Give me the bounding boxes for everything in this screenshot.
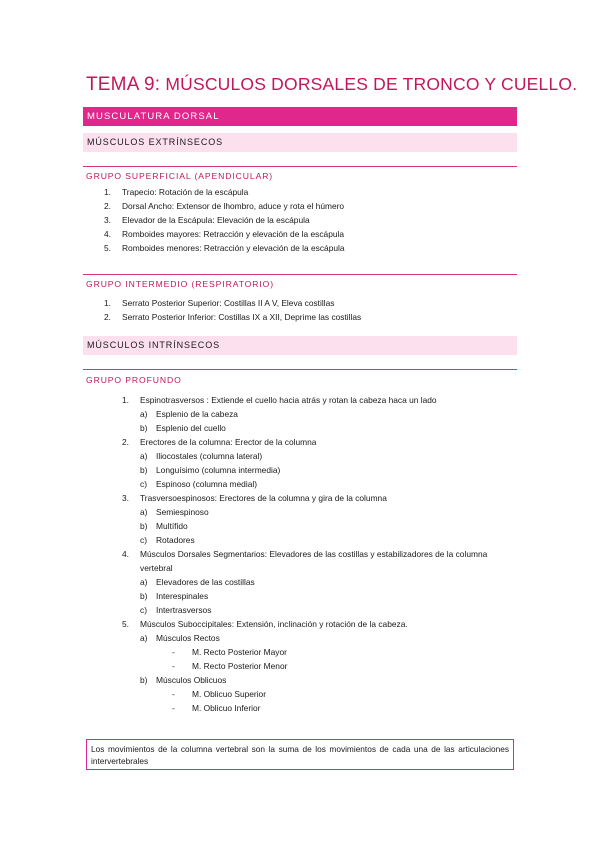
title-text: MÚSCULOS DORSALES DE TRONCO Y CUELLO. <box>160 74 578 94</box>
list-item: a) Semiespinoso <box>140 507 209 517</box>
list-item: 2. Serrato Posterior Inferior: Costillas IX a XII, Deprime las costillas <box>104 312 362 322</box>
section-band-musculatura-dorsal: MUSCULATURA DORSAL <box>83 107 517 126</box>
list-item: a) Esplenio de la cabeza <box>140 409 238 419</box>
group-title-intermedio: GRUPO INTERMEDIO (RESPIRATORIO) <box>86 279 275 289</box>
group-title-profundo: GRUPO PROFUNDO <box>86 375 182 385</box>
list-item: b) Interespinales <box>140 591 209 601</box>
list-item: b) Músculos Oblicuos - M. Oblicuo Superior - M. Oblicuo Inferior <box>140 673 500 715</box>
section-band-intrinsecos: MÚSCULOS INTRÍNSECOS <box>83 336 517 355</box>
list-item: c) Espinoso (columna medial) <box>140 479 258 489</box>
list-item: - M. Recto Posterior Menor <box>172 661 288 671</box>
page-title <box>86 74 578 96</box>
list-item: 4. Músculos Dorsales Segmentarios: Elevadores de las costillas y estabilizadores de la columna vertebral a) Elevadores de las costillas b) Interespinales c) Intertrasversos <box>140 547 500 617</box>
list-item: - M. Oblicuo Superior <box>172 689 267 699</box>
list-item: 3. Trasversoespinosos: Erectores de la columna y gira de la columna a) Semiespinoso b) Multífido c) Rotadores <box>140 491 500 547</box>
superficial-list <box>104 185 345 255</box>
list-item: b) Esplenio del cuello <box>140 423 226 433</box>
list-item: c) Intertrasversos <box>140 605 212 615</box>
list-item: 2. Erectores de la columna: Erector de la columna a) Iliocostales (columna lateral) b) Longuísimo (columna intermedia) c) Espinoso (columna medial) <box>140 435 500 491</box>
list-item: 2. Dorsal Ancho: Extensor de lhombro, aduce y rota el húmero <box>104 201 345 211</box>
title-prefix: TEMA 9: <box>86 74 161 95</box>
list-item: - M. Recto Posterior Mayor <box>172 647 287 657</box>
divider-profundo <box>83 369 517 370</box>
list-item: a) Iliocostales (columna lateral) <box>140 451 263 461</box>
profundo-list <box>122 393 500 715</box>
intermedio-list <box>104 296 362 324</box>
divider-superficial <box>83 166 517 167</box>
list-item: 1. Trapecio: Rotación de la escápula <box>104 187 249 197</box>
list-item: 5. Romboides menores: Retracción y elevación de la escápula <box>104 243 345 253</box>
list-item: 3. Elevador de la Escápula: Elevación de la escápula <box>104 215 310 225</box>
list-item: b) Longuísimo (columna intermedia) <box>140 465 281 475</box>
list-item: 4. Romboides mayores: Retracción y elevación de la escápula <box>104 229 345 239</box>
list-item: a) Elevadores de las costillas <box>140 577 255 587</box>
list-item: a) Músculos Rectos - M. Recto Posterior Mayor - M. Recto Posterior Menor <box>140 631 500 673</box>
list-item: c) Rotadores <box>140 535 195 545</box>
section-band-extrinsecos: MÚSCULOS EXTRÍNSECOS <box>83 133 517 152</box>
list-item: b) Multífido <box>140 521 188 531</box>
list-item: 1. Espinotrasversos : Extiende el cuello hacia atrás y rotan la cabeza haca un lado a) Esplenio de la cabeza b) Esplenio del cuello <box>140 393 500 435</box>
list-item: 5. Músculos Suboccipitales: Extensión, inclinación y rotación de la cabeza. a) Músculos Rectos - M. Recto Posterior Mayor - M. Recto Posterior Menor b) Músculos Oblicuos - M. Oblicuo Superior - M. Oblicuo Inferior <box>140 617 500 715</box>
list-item: - M. Oblicuo Inferior <box>172 703 261 713</box>
group-title-superficial: GRUPO SUPERFICIAL (APENDICULAR) <box>86 171 274 181</box>
note-box: Los movimientos de la columna vertebral son la suma de los movimientos de cada una de las articulaciones intervertebrales <box>86 739 514 770</box>
divider-intermedio <box>83 274 517 275</box>
list-item: 1. Serrato Posterior Superior: Costillas II A V, Eleva costillas <box>104 298 335 308</box>
